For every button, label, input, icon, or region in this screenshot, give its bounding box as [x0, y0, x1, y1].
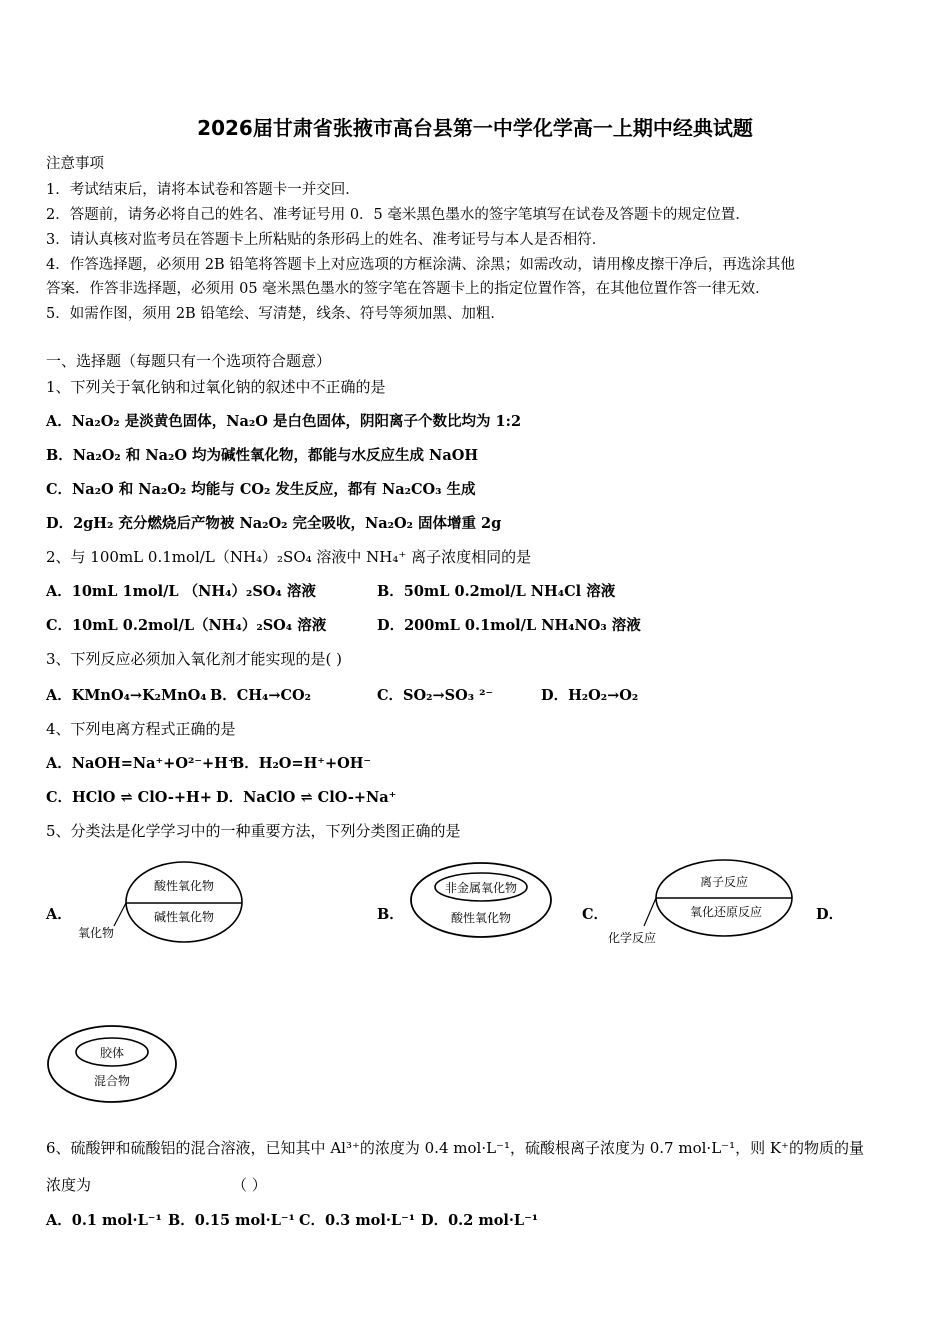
diag-d-outer-label: 混合物 [93, 1074, 131, 1088]
q6-option-b: B．0.15 mol·L⁻¹ [168, 1212, 295, 1229]
q1-option-c: C．Na₂O 和 Na₂O₂ 均能与 CO₂ 发生反应，都有 Na₂CO₃ 生成 [46, 481, 476, 498]
diag-b-outer-label: 酸性氧化物 [450, 911, 512, 925]
notice-item: 5．如需作图，须用 2B 铅笔绘、写清楚，线条、符号等须加黑、加粗． [46, 306, 505, 322]
q2-option-a: A．10mL 1mol/L （NH₄）₂SO₄ 溶液 [46, 583, 316, 600]
q6-option-d: D．0.2 mol·L⁻¹ [421, 1212, 539, 1229]
diagram-d [44, 1022, 182, 1106]
question-5-stem: 5、分类法是化学学习中的一种重要方法，下列分类图正确的是 [46, 822, 461, 840]
diag-a-bottom-label: 碱性氧化物 [153, 910, 215, 924]
q2-option-b: B．50mL 0.2mol/L NH₄Cl 溶液 [377, 583, 616, 600]
diagram-c [604, 856, 804, 948]
q5-option-b: B． [377, 906, 404, 923]
q4-option-a: A．NaOH=Na⁺+O²⁻+H⁺ [46, 755, 236, 772]
notice-item: 3．请认真核对监考员在答题卡上所粘贴的条形码上的姓名、准考证号与本人是否相符． [46, 232, 607, 248]
q1-option-b: B．Na₂O₂ 和 Na₂O 均为碱性氧化物，都能与水反应生成 NaOH [46, 447, 479, 464]
section-heading: 一、选择题（每题只有一个选项符合题意） [46, 352, 332, 370]
q3-option-d: D．H₂O₂→O₂ [541, 687, 639, 704]
diag-c-bottom-label: 氧化还原反应 [689, 905, 763, 919]
question-6-stem-cont: 浓度为 [46, 1176, 92, 1194]
q6-option-c: C．0.3 mol·L⁻¹ [299, 1212, 416, 1229]
q5-option-a: A． [46, 906, 72, 923]
q1-option-a: A．Na₂O₂ 是淡黄色固体，Na₂O 是白色固体，阴阳离子个数比均为 1:2 [46, 413, 522, 430]
diag-c-outer-label: 化学反应 [608, 931, 657, 945]
notice-item: 2．答题前，请务必将自己的姓名、准考证号用 0．5 毫米黑色墨水的签字笔填写在试卷及答题卡的规定位置． [46, 207, 750, 223]
diag-d-inner-label: 胶体 [99, 1046, 125, 1060]
q2-option-c: C．10mL 0.2mol/L（NH₄）₂SO₄ 溶液 [46, 617, 327, 634]
question-6-paren: （ ） [232, 1176, 267, 1194]
notice-item: 4．作答选择题，必须用 2B 铅笔将答题卡上对应选项的方框涂满、涂黑；如需改动，请用橡皮擦干净后，再选涂其他 [46, 257, 795, 273]
q3-option-b: B．CH₄→CO₂ [210, 687, 312, 704]
notice-heading: 注意事项 [46, 156, 104, 172]
q1-option-d: D．2gH₂ 充分燃烧后产物被 Na₂O₂ 完全吸收，Na₂O₂ 固体增重 2g [46, 515, 502, 532]
q4-option-d: D．NaClO ⇌ ClO-+Na⁺ [216, 789, 397, 806]
diag-a-outer-label: 氧化物 [78, 926, 115, 940]
q5-option-c: C． [582, 906, 609, 923]
q3-option-a: A．KMnO₄→K₂MnO₄ [46, 687, 207, 704]
notice-item: 1．考试结束后，请将本试卷和答题卡一并交回． [46, 182, 360, 198]
question-4-stem: 4、下列电离方程式正确的是 [46, 720, 236, 738]
diag-b-inner-label: 非金属氧化物 [444, 881, 518, 895]
q4-option-c: C．HClO ⇌ ClO-+H+ [46, 789, 212, 806]
diag-a-top-label: 酸性氧化物 [153, 879, 215, 893]
q3-option-c: C．SO₂→SO₃ ²⁻ [377, 687, 494, 704]
question-3-stem: 3、下列反应必须加入氧化剂才能实现的是( ) [46, 650, 343, 668]
question-2-stem: 2、与 100mL 0.1mol/L（NH₄）₂SO₄ 溶液中 NH₄⁺ 离子浓度相同的是 [46, 548, 532, 566]
q2-option-d: D．200mL 0.1mol/L NH₄NO₃ 溶液 [377, 617, 641, 634]
diag-c-top-label: 离子反应 [699, 875, 749, 889]
diagram-b [406, 860, 556, 942]
notice-item: 答案．作答非选择题，必须用 05 毫米黑色墨水的签字笔在答题卡上的指定位置作答，在其他位置作答一律无效． [46, 281, 770, 297]
question-1-stem: 1、下列关于氧化钠和过氧化钠的叙述中不正确的是 [46, 378, 386, 396]
page-title: 2026届甘肃省张掖市高台县第一中学化学高一上期中经典试题 [197, 116, 753, 140]
q5-option-d: D． [816, 906, 844, 923]
q6-option-a: A．0.1 mol·L⁻¹ [46, 1212, 162, 1229]
diagram-a [74, 858, 244, 946]
question-6-stem: 6、硫酸钾和硫酸铝的混合溶液，已知其中 Al³⁺的浓度为 0.4 mol·L⁻¹，硫酸根离子浓度为 0.7 mol·L⁻¹，则 K⁺的物质的量 [46, 1139, 864, 1157]
q4-option-b: B．H₂O=H⁺+OH⁻ [232, 755, 372, 772]
